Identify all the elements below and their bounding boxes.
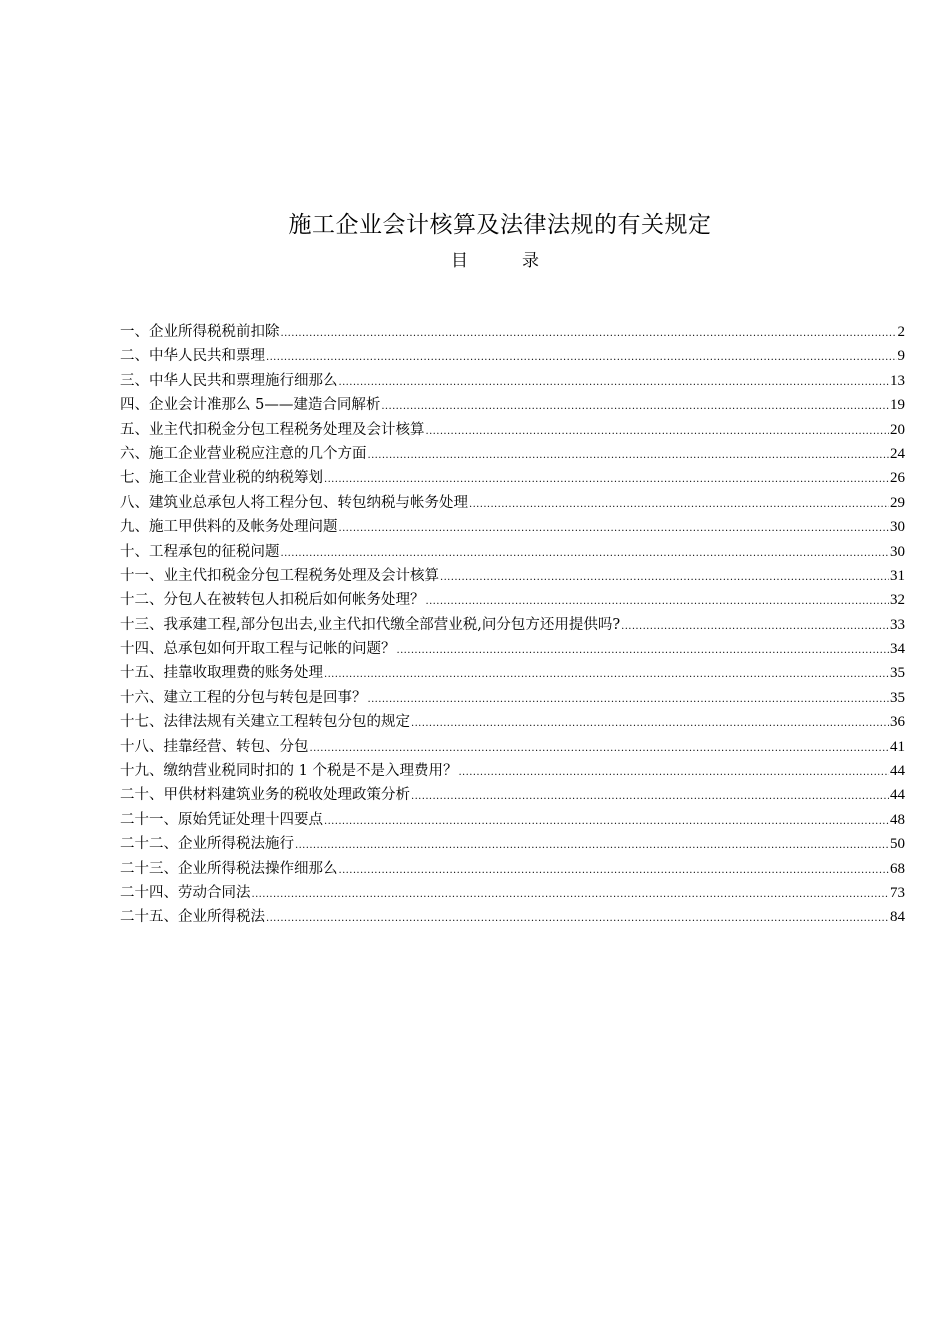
toc-entry-label: 二十三、企业所得税法操作细那么 bbox=[120, 860, 338, 877]
toc-entry[interactable] bbox=[120, 637, 905, 661]
toc-dot-leader bbox=[411, 712, 889, 736]
toc-entry[interactable] bbox=[120, 710, 905, 734]
toc-heading bbox=[0, 249, 950, 273]
toc-heading-char-2: 录 bbox=[522, 251, 539, 271]
toc-entry[interactable] bbox=[120, 881, 905, 905]
toc-entry-label: 十九、缴纳营业税同时扣的 1 个税是不是入理费用？ bbox=[120, 763, 458, 780]
toc-entry-label: 十八、挂靠经营、转包、分包 bbox=[120, 738, 309, 755]
toc-entry[interactable] bbox=[120, 588, 905, 612]
toc-entry-page-number: 13 bbox=[890, 372, 905, 389]
toc-entry-label: 十五、挂靠收取理费的账务处理 bbox=[120, 665, 323, 682]
toc-entry-page-number: 24 bbox=[890, 445, 905, 462]
toc-dot-leader bbox=[266, 907, 889, 931]
toc-dot-leader bbox=[426, 590, 890, 614]
toc-entry-page-number: 44 bbox=[890, 787, 905, 804]
toc-entry[interactable] bbox=[120, 613, 905, 637]
toc-entry[interactable] bbox=[120, 442, 905, 466]
toc-entry-label: 十一、业主代扣税金分包工程税务处理及会计核算 bbox=[120, 567, 439, 584]
toc-entry-page-number: 30 bbox=[890, 519, 905, 536]
toc-entry-page-number: 29 bbox=[890, 494, 905, 511]
toc-dot-leader bbox=[339, 517, 890, 541]
toc-entry[interactable] bbox=[120, 491, 905, 515]
toc-entry-page-number: 30 bbox=[890, 543, 905, 560]
toc-entry-page-number: 68 bbox=[890, 860, 905, 877]
toc-dot-leader bbox=[411, 785, 889, 809]
toc-dot-leader bbox=[440, 566, 889, 590]
toc-entry[interactable] bbox=[120, 418, 905, 442]
toc-entry[interactable] bbox=[120, 344, 905, 368]
toc-entry-page-number: 36 bbox=[890, 714, 905, 731]
toc-entry[interactable] bbox=[120, 686, 905, 710]
toc-dot-leader bbox=[324, 810, 889, 834]
toc-entry-page-number: 19 bbox=[890, 397, 905, 414]
toc-entry-page-number: 2 bbox=[897, 324, 905, 340]
toc-entry[interactable] bbox=[120, 466, 905, 490]
toc-entry-label: 二十一、原始凭证处理十四要点 bbox=[120, 811, 323, 828]
toc-entry[interactable] bbox=[120, 515, 905, 539]
toc-entry-page-number: 26 bbox=[890, 470, 905, 487]
toc-entry[interactable] bbox=[120, 393, 905, 417]
toc-entry-page-number: 32 bbox=[890, 592, 905, 609]
toc-entry-label: 六、施工企业营业税应注意的几个方面 bbox=[120, 445, 367, 462]
toc-entry[interactable] bbox=[120, 905, 905, 929]
toc-entry-label: 十、工程承包的征税问题 bbox=[120, 543, 280, 560]
toc-entry[interactable] bbox=[120, 320, 905, 344]
toc-dot-leader bbox=[281, 322, 897, 346]
toc-entry-page-number: 33 bbox=[890, 616, 905, 633]
toc-dot-leader bbox=[324, 468, 889, 492]
toc-dot-leader bbox=[324, 663, 889, 687]
toc-entry-label: 四、企业会计准那么 5——建造合同解析 bbox=[120, 397, 381, 414]
toc-dot-leader bbox=[252, 883, 890, 907]
toc-entry[interactable] bbox=[120, 661, 905, 685]
toc-entry-page-number: 48 bbox=[890, 811, 905, 828]
toc-entry[interactable] bbox=[120, 783, 905, 807]
toc-entry[interactable] bbox=[120, 832, 905, 856]
toc-dot-leader bbox=[295, 834, 889, 858]
toc-dot-leader bbox=[368, 444, 890, 468]
toc-entry-label: 五、业主代扣税金分包工程税务处理及会计核算 bbox=[120, 421, 425, 438]
toc-entry-page-number: 50 bbox=[890, 836, 905, 853]
toc-entry-page-number: 31 bbox=[890, 567, 905, 584]
toc-dot-leader bbox=[281, 542, 890, 566]
toc-entry-page-number: 9 bbox=[897, 348, 905, 365]
toc-dot-leader bbox=[310, 737, 890, 761]
toc-entry[interactable] bbox=[120, 857, 905, 881]
toc-entry[interactable] bbox=[120, 564, 905, 588]
toc-dot-leader bbox=[458, 761, 889, 785]
toc-dot-leader bbox=[381, 395, 889, 419]
toc-entry[interactable] bbox=[120, 735, 905, 759]
toc-entry[interactable] bbox=[120, 369, 905, 393]
toc-dot-leader bbox=[368, 688, 890, 712]
toc-entry[interactable] bbox=[120, 540, 905, 564]
toc-dot-leader bbox=[397, 639, 890, 663]
table-of-contents bbox=[120, 320, 905, 930]
toc-entry-page-number: 34 bbox=[890, 641, 905, 658]
toc-entry-label: 十七、法律法规有关建立工程转包分包的规定 bbox=[120, 714, 410, 731]
toc-dot-leader bbox=[621, 615, 889, 639]
toc-entry-label: 二十五、企业所得税法 bbox=[120, 909, 265, 926]
toc-entry-label: 九、施工甲供料的及帐务处理问题 bbox=[120, 519, 338, 536]
document-title: 施工企业会计核算及法律法规的有关规定 bbox=[288, 212, 712, 238]
toc-entry-label: 七、施工企业营业税的纳税筹划 bbox=[120, 470, 323, 487]
toc-entry[interactable] bbox=[120, 808, 905, 832]
toc-entry-page-number: 84 bbox=[890, 909, 905, 926]
toc-entry-label: 二、中华人民共和票理 bbox=[120, 348, 265, 365]
toc-entry-label: 三、中华人民共和票理施行细那么 bbox=[120, 372, 338, 389]
toc-entry-label: 十六、建立工程的分包与转包是回事？ bbox=[120, 689, 367, 706]
toc-entry-page-number: 73 bbox=[890, 884, 905, 901]
toc-dot-leader bbox=[339, 859, 890, 883]
toc-dot-leader bbox=[339, 371, 890, 395]
toc-entry-page-number: 44 bbox=[890, 763, 905, 780]
toc-dot-leader bbox=[426, 420, 890, 444]
toc-dot-leader bbox=[469, 493, 889, 517]
toc-dot-leader bbox=[266, 346, 897, 370]
toc-entry-label: 二十四、劳动合同法 bbox=[120, 884, 251, 901]
toc-entry-page-number: 35 bbox=[890, 665, 905, 682]
toc-entry[interactable] bbox=[120, 759, 905, 783]
toc-entry-label: 十二、分包人在被转包人扣税后如何帐务处理？ bbox=[120, 592, 425, 609]
toc-entry-label: 二十、甲供材料建筑业务的税收处理政策分析 bbox=[120, 787, 410, 804]
toc-entry-page-number: 41 bbox=[890, 738, 905, 755]
toc-entry-label: 一、企业所得税税前扣除 bbox=[120, 324, 280, 340]
toc-entry-page-number: 35 bbox=[890, 689, 905, 706]
toc-entry-label: 十四、总承包如何开取工程与记帐的问题？ bbox=[120, 641, 396, 658]
toc-entry-label: 八、建筑业总承包人将工程分包、转包纳税与帐务处理 bbox=[120, 494, 468, 511]
toc-entry-page-number: 20 bbox=[890, 421, 905, 438]
toc-entry-label: 二十二、企业所得税法施行 bbox=[120, 836, 294, 853]
toc-heading-char-1: 目 bbox=[451, 251, 468, 271]
toc-entry-label: 十三、我承建工程,部分包出去,业主代扣代缴全部营业税,问分包方还用提供吗? bbox=[120, 616, 621, 633]
